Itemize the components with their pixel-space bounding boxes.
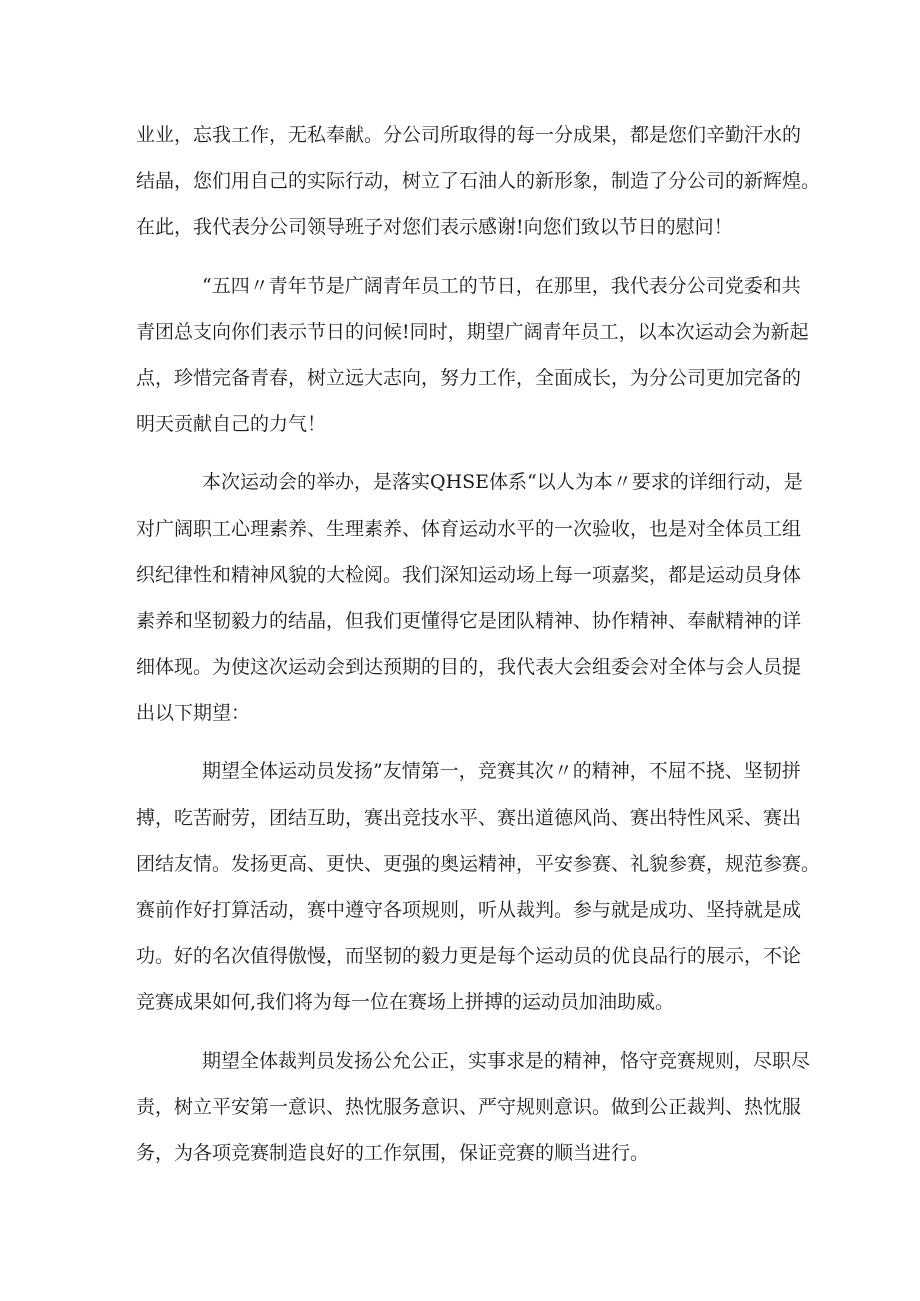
text-line: 期望全体裁判员发扬公允公正，实事求是的精神，恪守竞赛规则，尽职尽 xyxy=(202,1049,811,1072)
body-text xyxy=(136,112,821,1188)
text-line: 结晶，您们用自己的实际行动，树立了石油人的新形象，制造了分公司的新辉煌。 xyxy=(136,170,821,193)
text-line: 明天贡献自己的力气！ xyxy=(136,413,327,436)
text-line: 竞赛成果如何,我们将为每一位在赛场上拼搏的运动员加油助威。 xyxy=(136,991,675,1014)
text-line: 团结友情。发扬更高、更快、更强的奥运精神，平安参赛、礼貌参赛，规范参赛。 xyxy=(136,852,821,875)
paragraph-4 xyxy=(136,748,821,1025)
text-line: 赛前作好打算活动，赛中遵守各项规则，听从裁判。参与就是成功、坚持就是成 xyxy=(136,899,802,921)
text-line: 功。好的名次值得傲慢，而坚韧的毅力更是每个运动员的优良品行的展示，不论 xyxy=(136,945,802,968)
text-line: 本次运动会的举办，是落实QHSE体系“以人为本〃要求的详细行动，是 xyxy=(202,471,803,494)
text-line: 素养和坚韧毅力的结晶，但我们更懂得它是团队精神、协作精神、奉献精神的详 xyxy=(136,609,802,632)
paragraph-5 xyxy=(136,1038,811,1177)
text-line: 青团总支向你们表示节日的问候!同时，期望广阔青年员工，以本次运动会为新起 xyxy=(136,320,809,343)
text-line: 期望全体运动员发扬”友情第一，竞赛其次〃的精神，不屈不挠、坚韧拼 xyxy=(202,760,801,783)
paragraph-2 xyxy=(136,263,809,448)
text-line: 业业，忘我工作，无私奉献。分公司所取得的每一分成果，都是您们辛勤汗水的 xyxy=(136,124,802,146)
text-line: 织纪律性和精神风貌的大检阅。我们深知运动场上每一项嘉奖，都是运动员身体 xyxy=(136,563,802,586)
text-line: 点，珍惜完备青春，树立远大志向，努力工作，全面成长，为分公司更加完备的 xyxy=(136,366,802,389)
text-line: 对广阔职工心理素养、生理素养、体育运动水平的一次验收，也是对全体员工组 xyxy=(136,517,802,540)
paragraph-3 xyxy=(136,459,803,736)
text-line: 责，树立平安第一意识、热忱服务意识、严守规则意识。做到公正裁判、热忱服 xyxy=(136,1095,802,1118)
text-line: 搏，吃苦耐劳，团结互助，赛出竞技水平、赛出道德风尚、赛出特性风采、赛出 xyxy=(136,806,802,829)
text-line: 务，为各项竞赛制造良好的工作氛围，保证竞赛的顺当进行。 xyxy=(136,1141,650,1164)
text-line: 在此，我代表分公司领导班子对您们表示感谢!向您们致以节日的慰问！ xyxy=(136,216,733,239)
paragraph-1 xyxy=(136,112,821,251)
text-line: “五四〃青年节是广阔青年员工的节日，在那里，我代表分公司党委和共 xyxy=(202,274,801,297)
text-line: 细体现。为使这次运动会到达预期的目的，我代表大会组委会对全体与会人员提 xyxy=(136,656,802,679)
text-line: 出以下期望： xyxy=(136,702,251,725)
